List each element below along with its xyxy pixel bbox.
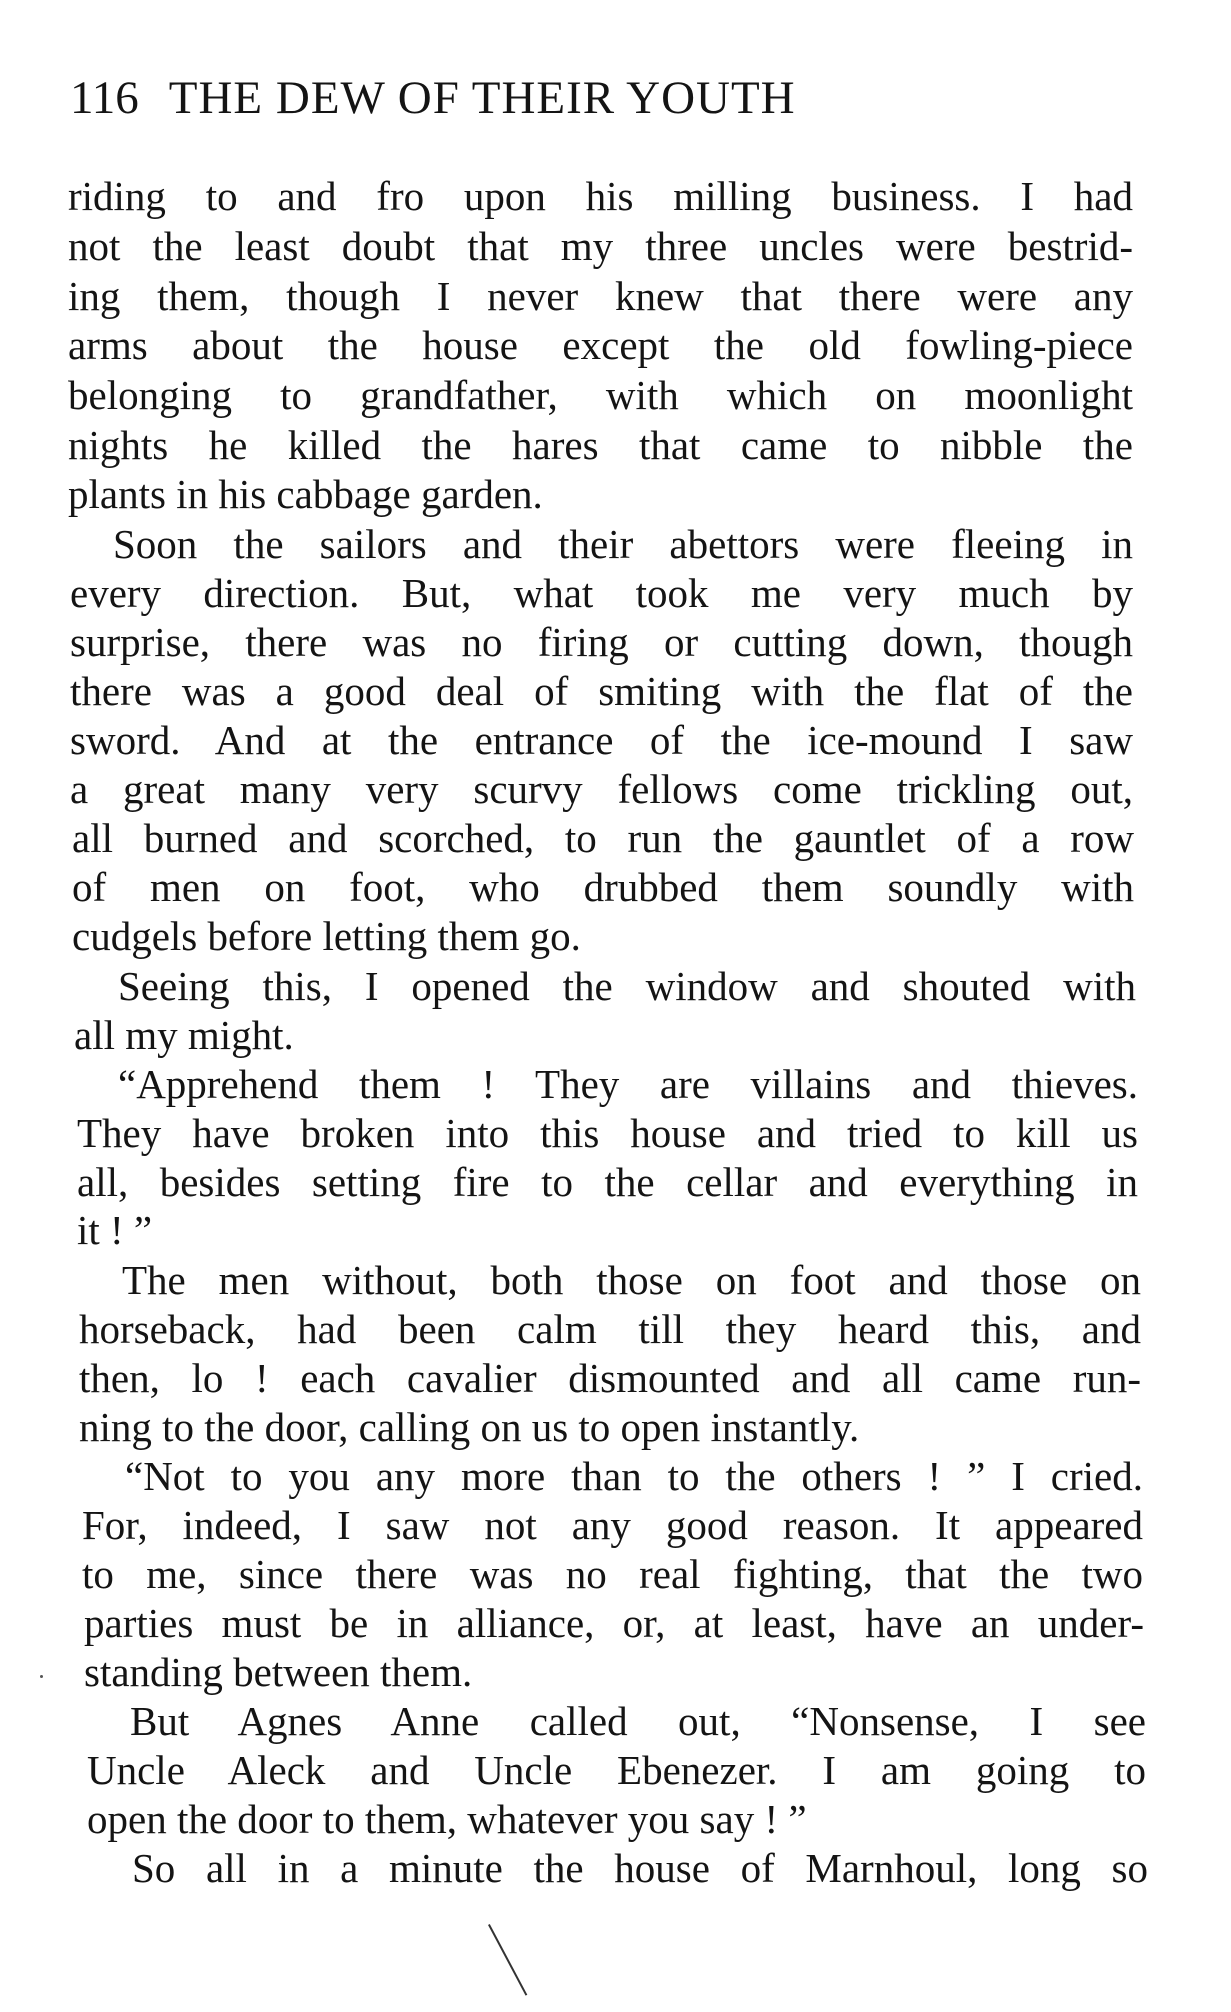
text-line: surprise, there was no firing or cutting down, though [70,619,1133,665]
page-number: 116 [70,72,139,124]
text-line: of men on foot, who drubbed them soundly with [72,864,1134,910]
text-line: plants in his cabbage garden. [68,471,543,517]
text-line: “Apprehend them ! They are villains and thieves. [118,1061,1138,1107]
text-line: sword. And at the entrance of the ice-mound I saw [70,717,1133,763]
text-line: horseback, had been calm till they heard this, and [79,1306,1141,1352]
text-line: a great many very scurvy fellows come trickling out, [70,766,1133,812]
text-line: “Not to you any more than to the others ! ” I cried. [125,1453,1143,1499]
text-line: The men without, both those on foot and those on [122,1257,1141,1303]
text-line: it ! ” [77,1207,153,1253]
text-line: there was a good deal of smiting with the flat of the [70,668,1133,714]
text-line: nights he killed the hares that came to nibble the [68,422,1133,468]
text-line: open the door to them, whatever you say ! ” [87,1796,807,1842]
text-line: Uncle Aleck and Uncle Ebenezer. I am going to [87,1747,1146,1793]
text-line: all burned and scorched, to run the gauntlet of a row [72,815,1134,861]
text-line: Soon the sailors and their abettors were fleeing in [113,521,1133,567]
text-line: Seeing this, I opened the window and shouted with [118,963,1136,1009]
text-line: parties must be in alliance, or, at least, have an under- [84,1600,1144,1646]
pen-mark [488,1924,527,1996]
ink-speck [40,1675,43,1678]
text-line: belonging to grandfather, with which on moonlight [68,372,1133,418]
text-line: So all in a minute the house of Marnhoul, long so [132,1845,1148,1891]
text-line: For, indeed, I saw not any good reason. It appeared [82,1502,1143,1548]
text-line: not the least doubt that my three uncles were bestrid- [68,223,1133,269]
text-line: then, lo ! each cavalier dismounted and all came run- [79,1355,1141,1401]
text-line: ning to the door, calling on us to open instantly. [79,1404,860,1450]
text-line: every direction. But, what took me very much by [70,570,1133,616]
text-line: all, besides setting fire to the cellar and everything in [77,1159,1138,1205]
text-line: ing them, though I never knew that there were any [68,273,1133,319]
text-line: arms about the house except the old fowling-piece [68,322,1133,368]
text-line: cudgels before letting them go. [72,913,581,959]
text-line: standing between them. [84,1649,473,1695]
text-line: riding to and fro upon his milling business. I had [68,173,1133,219]
page-header [70,68,796,128]
text-line: They have broken into this house and tried to kill us [77,1110,1138,1156]
text-line: all my might. [74,1012,294,1058]
text-line: But Agnes Anne called out, “Nonsense, I see [130,1698,1146,1744]
text-line: to me, since there was no real fighting, that the two [82,1551,1143,1597]
running-title: THE DEW OF THEIR YOUTH [168,72,796,124]
